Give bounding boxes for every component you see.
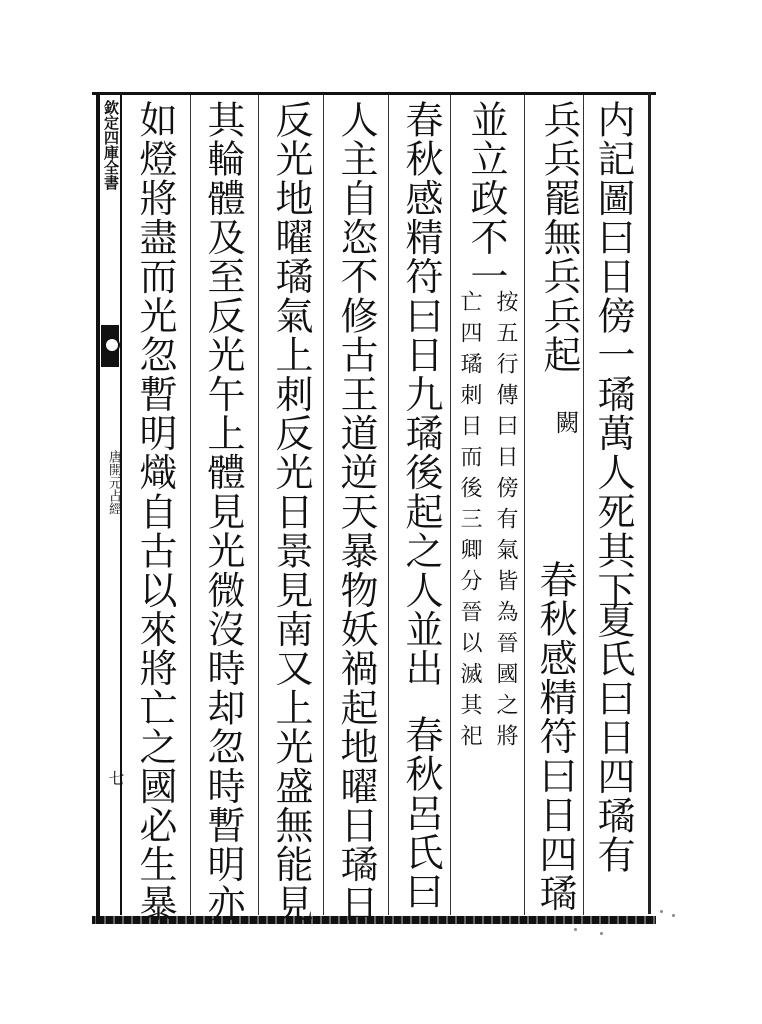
- ink-speck: [600, 932, 603, 935]
- text-column-7: 其輪體及至反光午上體見光微沒時却忽時暫明亦: [201, 100, 245, 924]
- column-divider: [258, 95, 259, 915]
- text-column-8: 如燈將盡而光忽暫明熾自古以來將亡之國必生暴: [133, 100, 177, 924]
- text-column-2: 兵兵罷無兵兵起: [537, 100, 581, 375]
- volume-title: 唐開元占經: [106, 450, 121, 515]
- page-number: 七: [106, 770, 125, 786]
- text-column-1: 内記圖曰日傍一璚萬人死其下: [591, 100, 635, 610]
- column-divider: [583, 95, 584, 915]
- column-divider: [450, 95, 451, 915]
- text-column-2-continued: 春秋感精符曰日四璚: [533, 560, 577, 913]
- ink-speck: [660, 910, 663, 913]
- border-top-rule: [92, 92, 656, 95]
- ink-speck: [672, 914, 675, 917]
- margin-header-text: 欽定四庫全書: [102, 100, 120, 190]
- border-right-rule: [648, 92, 651, 914]
- text-column-1-continued: 夏氏曰日四璚有: [591, 600, 635, 875]
- text-column-3: 並立政不一: [464, 100, 508, 296]
- commentary-line-b: 亡四璚刺日而後三卿分晉以滅其祀: [457, 290, 482, 755]
- commentary-line-a: 按五行傳曰日傍有氣皆為晉國之將: [493, 290, 518, 755]
- text-column-4: 春秋感精符曰日九璚後起之人並出: [399, 100, 443, 688]
- column-divider: [388, 95, 389, 915]
- lacuna-note: 闕: [551, 410, 579, 434]
- text-column-4-continued: 春秋呂氏曰: [399, 715, 443, 911]
- fish-tail-mark: [101, 325, 119, 367]
- ink-speck: [574, 928, 577, 931]
- column-divider: [524, 95, 525, 915]
- text-column-5: 人主自恣不修古王道逆天暴物妖禍起地曜日璚日: [334, 100, 378, 924]
- text-column-6: 反光地曜璚氣上刺反光日景見南又上光盛無能見: [269, 100, 313, 924]
- column-divider: [190, 95, 191, 915]
- column-divider: [323, 95, 324, 915]
